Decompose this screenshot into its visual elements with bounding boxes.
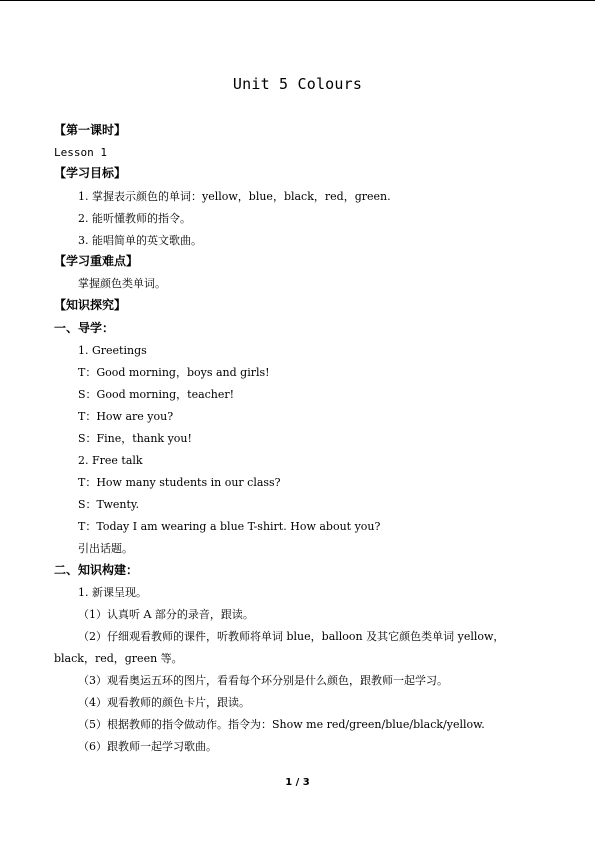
lesson-name: Lesson 1: [54, 146, 107, 159]
page-number: 1 / 3: [285, 777, 310, 788]
part2-line: 1. 新课呈现。: [78, 586, 147, 599]
document-title: Unit 5 Colours: [232, 75, 363, 93]
part2-line: （5）根据教师的指令做动作。指令为：Show me red/green/blue/black/yellow.: [78, 718, 485, 731]
objective-item: 1. 掌握表示颜色的单词：yellow，blue，black，red，green.: [78, 190, 391, 203]
part2-line: （3）观看奥运五环的图片，看看每个环分别是什么颜色，跟教师一起学习。: [78, 674, 448, 687]
part1-line: 2. Free talk: [78, 454, 143, 467]
part1-line: T：Today I am wearing a blue T-shirt. How about you?: [78, 520, 381, 533]
part1-heading: 一、导学：: [54, 321, 115, 335]
keypoints-text: 掌握颜色类单词。: [78, 277, 166, 290]
keypoints-heading: 【学习重难点】: [54, 254, 139, 268]
part1-line: T：Good morning，boys and girls!: [78, 366, 270, 379]
part1-line: 引出话题。: [78, 542, 133, 555]
part1-line: S：Good morning，teacher!: [78, 388, 235, 401]
explore-heading: 【知识探究】: [54, 298, 127, 312]
objective-item: 3. 能唱简单的英文歌曲。: [78, 234, 202, 247]
part2-line: （2）仔细观看教师的课件，听教师将单词 blue，balloon 及其它颜色类单词 yellow，: [78, 630, 505, 643]
lesson-heading: 【第一课时】: [54, 123, 127, 137]
part1-line: S：Fine，thank you!: [78, 432, 192, 445]
objective-item: 2. 能听懂教师的指令。: [78, 212, 191, 225]
part2-line: （6）跟教师一起学习歌曲。: [78, 740, 217, 753]
part2-heading: 二、知识构建：: [54, 563, 139, 577]
part1-line: S：Twenty.: [78, 498, 140, 511]
part2-line: （4）观看教师的颜色卡片，跟读。: [78, 696, 250, 709]
objectives-heading: 【学习目标】: [54, 166, 127, 180]
part2-line: black，red，green 等。: [54, 652, 183, 665]
part1-line: 1. Greetings: [78, 344, 147, 357]
part1-line: T：How are you?: [78, 410, 174, 423]
part1-line: T：How many students in our class?: [78, 476, 281, 489]
part2-line: （1）认真听 A 部分的录音，跟读。: [78, 608, 254, 621]
